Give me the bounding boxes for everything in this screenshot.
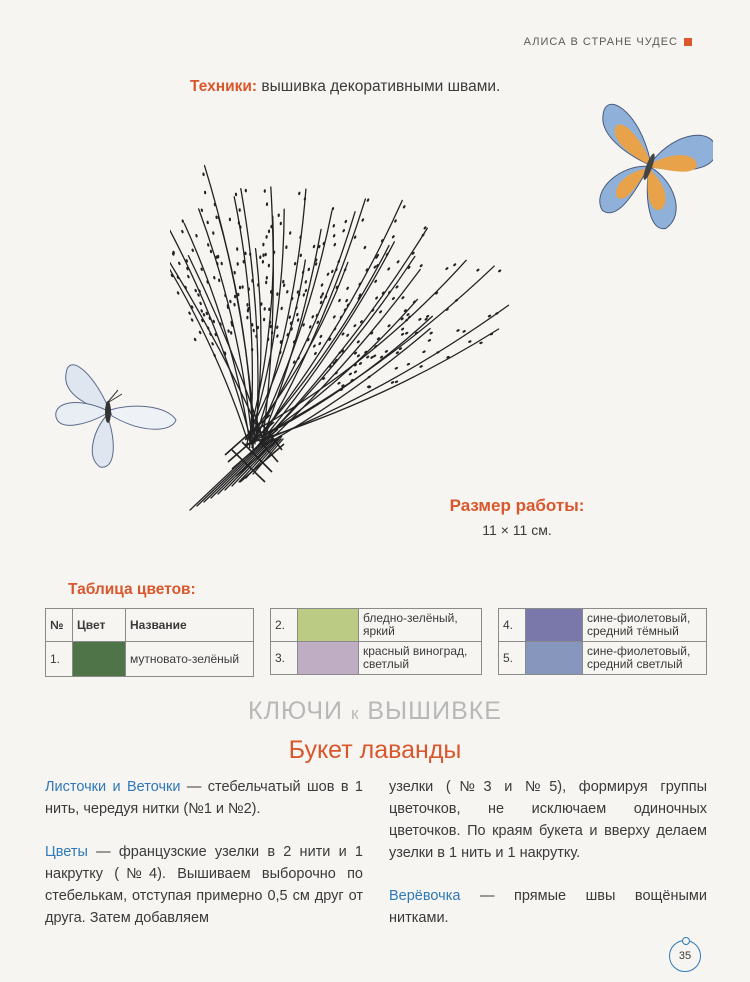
header-num: № [46,609,73,642]
butterfly-left-icon [48,352,180,474]
header-square-icon [684,38,692,46]
work-size-block [436,496,598,538]
color-table-part-2 [270,608,482,675]
row-num: 2. [271,609,298,642]
color-swatch [73,642,126,677]
techniques-line [190,78,500,96]
paragraph-leaves [45,776,363,820]
header-name: Название [126,609,254,642]
paragraph-rope [389,885,707,929]
row-name: мутновато-зелёный [126,642,254,677]
text-column-right [389,776,707,950]
keys-title-a: КЛЮЧИ [248,697,344,725]
text-flowers: — французские узелки в 2 нити и 1 накрутку (№4). Вышиваем выборочно по стебелькам, отступая примерно 0,5 см друг от друга. Затем добавляем [45,844,363,926]
page-number: 35 [678,950,692,962]
work-size-label: Размер работы: [449,496,585,515]
color-swatch [298,642,359,675]
page-number-badge [669,940,701,972]
bouquet-title: Букет лаванды [288,736,462,764]
color-table-part-3 [498,608,707,675]
row-num: 1. [46,642,73,677]
row-name: сине-фиолетовый, средний светлый [583,642,707,675]
color-swatch [526,609,583,642]
row-name: сине-фиолетовый, средний тёмный [583,609,707,642]
running-header [524,36,692,48]
keys-title-c: ВЫШИВКЕ [367,697,502,725]
term-rope: Верёвочка [389,888,461,904]
paragraph-flowers [45,841,363,929]
techniques-label: Техники: [190,78,258,95]
running-title: АЛИСА В СТРАНЕ ЧУДЕС [523,36,678,48]
color-table-title: Таблица цветов: [68,581,196,598]
color-table-part-1 [45,608,254,677]
term-flowers: Цветы [45,844,88,860]
keys-title [0,697,750,726]
text-rope: — прямые швы вощёными нитками. [389,888,707,926]
work-size-value: 11 × 11 см. [482,522,552,538]
color-swatch [526,642,583,675]
row-num: 5. [499,642,526,675]
lavender-bouquet-illustration [170,110,570,540]
row-num: 3. [271,642,298,675]
butterfly-top-right-icon [578,98,713,258]
keys-title-b: к [350,704,360,723]
text-leaves: — стебельчатый шов в 1 нить, чередуя нитки (№1 и №2). [45,779,363,817]
color-swatch [298,609,359,642]
techniques-text: вышивка декоративными швами. [261,78,501,95]
row-num: 4. [499,609,526,642]
row-name: бледно-зелёный, яркий [359,609,482,642]
text-column-left [45,776,363,950]
paragraph-flowers-cont: узелки (№3 и №5), формируя группы цветочков, не исключаем одиночных цветочков. По краям букета и вверху делаем узелки в 1 нить и 1 накрутку. [389,779,707,861]
row-name: красный виноград, светлый [359,642,482,675]
term-leaves: Листочки и Веточки [45,779,181,795]
badge-ring-icon [682,937,690,945]
header-color: Цвет [73,609,126,642]
